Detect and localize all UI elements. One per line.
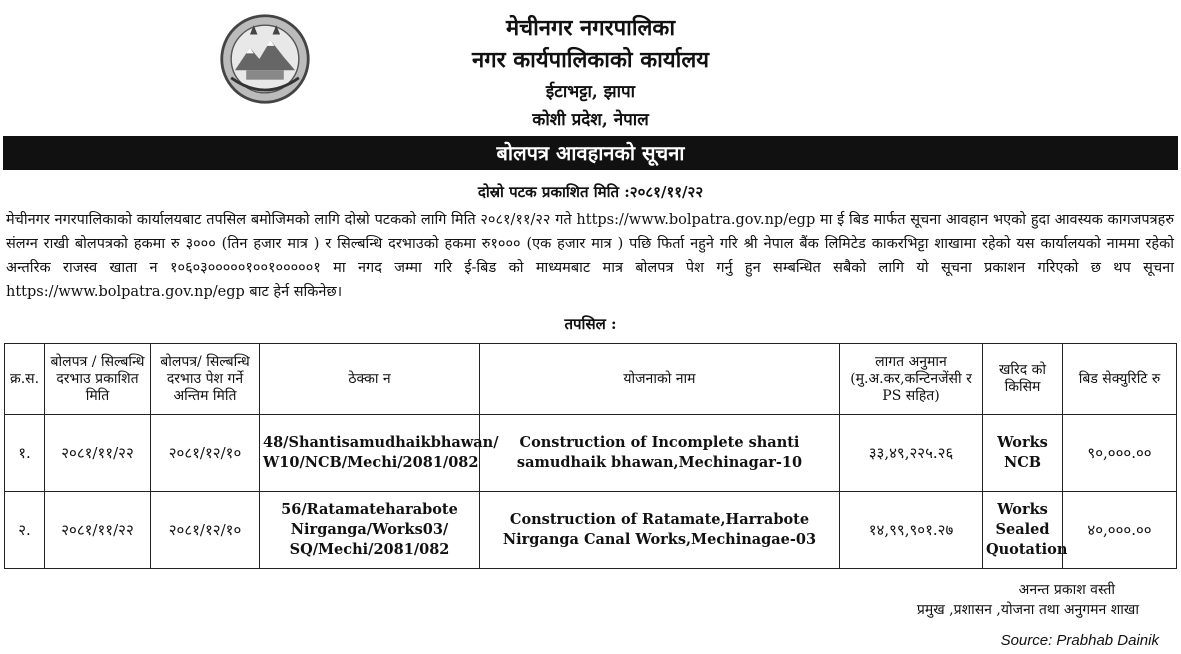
- notice-title-banner: बोलपत्र आवहानको सूचना: [3, 136, 1178, 170]
- cell-project-name: Construction of Ratamate,Harrabote Nirganga Canal Works,Mechinagae-03: [480, 492, 840, 569]
- cell-bid-security: ९०,०००.००: [1063, 415, 1177, 492]
- details-label: तपसिल :: [564, 315, 617, 333]
- signatory-title: प्रमुख ,प्रशासन ,योजना तथा अनुगमन शाखा: [916, 602, 1139, 618]
- publication-date: दोस्रो पटक प्रकाशित मिति :२०८१/११/२२: [477, 183, 704, 201]
- cell-sn: २.: [5, 492, 45, 569]
- cell-publish-date: २०८१/११/२२: [45, 415, 151, 492]
- office-name: नगर कार्यपालिकाको कार्यालय: [472, 47, 709, 73]
- cell-cost-estimate: १४,९९,९०१.२७: [840, 492, 983, 569]
- cell-cost-estimate: ३३,४९,२२५.२६: [840, 415, 983, 492]
- cell-contract-no: 48/Shantisamudhaikbhawan/ W10/NCB/Mechi/2081/082: [260, 415, 480, 492]
- table-row: [5, 492, 1177, 569]
- source-credit: Source: Prabhab Dainik: [1000, 632, 1159, 649]
- col-header-cost-estimate: लागत अनुमान (मु.अ.कर,कन्टिनजेंसी र PS सहित): [840, 344, 983, 415]
- cell-procurement-type: Works NCB: [983, 415, 1063, 492]
- cell-procurement-type: Works Sealed Quotation: [983, 492, 1063, 569]
- notice-body-text: मेचीनगर नगरपालिकाको कार्यालयबाट तपसिल बमोजिमको लागि दोस्रो पटकको लागि मिति २०८१/११/२२ गते https://www.bolpatra.gov.np/egp मा ई बिड मार्फत सूचना आवहान भएको हुदा आवस्यक कागजपत्रहरु संलग्न राखी बोलपत्रको हकमा रु ३००० (तिन हजार मात्र ) र सिल्बन्धि दरभाउको हकमा रु१००० (एक हजार मात्र ) पछि फिर्ता नहुने गरि श्री नेपाल बैंक लिमिटेड काकरभिट्टा शाखामा रहेको यस कार्यालयको नाममा रहेको अन्तरिक राजस्व खाता न १०६०३०००००१००१०००००१ मा नगद जम्मा गरि ई-बिड को माध्यमबाट मात्र बोलपत्र पेश गर्नु हुन सम्बन्धित सबैको लागि यो सूचना प्रकाशन गरिएको छ थप सूचना https://www.bolpatra.gov.np/egp बाट हेर्न सकिनेछ।: [6, 212, 1174, 300]
- col-header-sn: क्र.स.: [5, 344, 45, 415]
- table-header-row: [5, 344, 1177, 415]
- table-row: [5, 415, 1177, 492]
- col-header-bid-security: बिड सेक्युरिटि रु: [1063, 344, 1177, 415]
- col-header-contract-no: ठेक्का न: [260, 344, 480, 415]
- cell-contract-no: 56/Ratamateharabote Nirganga/Works03/ SQ/Mechi/2081/082: [260, 492, 480, 569]
- office-province: कोशी प्रदेश, नेपाल: [532, 110, 649, 130]
- office-address: ईटाभट्टा, झापा: [545, 82, 636, 102]
- tender-table: [4, 343, 1177, 569]
- cell-sn: १.: [5, 415, 45, 492]
- col-header-deadline: बोलपत्र/ सिल्बन्धि दरभाउ पेश गर्ने अन्तिम मिति: [151, 344, 260, 415]
- cell-project-name: Construction of Incomplete shanti samudhaik bhawan,Mechinagar-10: [480, 415, 840, 492]
- municipality-name: मेचीनगर नगरपालिका: [505, 15, 676, 41]
- cell-deadline: २०८१/१२/१०: [151, 415, 260, 492]
- col-header-project-name: योजनाको नाम: [480, 344, 840, 415]
- col-header-publish-date: बोलपत्र / सिल्बन्धि दरभाउ प्रकाशित मिति: [45, 344, 151, 415]
- cell-publish-date: २०८१/११/२२: [45, 492, 151, 569]
- signatory-name: अनन्त प्रकाश वस्ती: [1018, 582, 1115, 598]
- cell-deadline: २०८१/१२/१०: [151, 492, 260, 569]
- col-header-procurement-type: खरिद को किसिम: [983, 344, 1063, 415]
- cell-bid-security: ४०,०००.००: [1063, 492, 1177, 569]
